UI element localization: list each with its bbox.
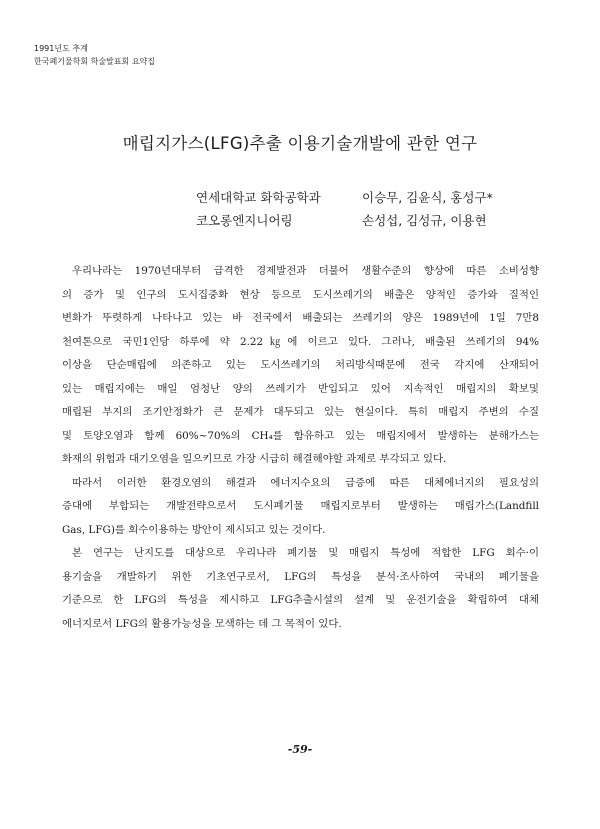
header-year: 1991년도 추계 <box>34 44 88 53</box>
body-line: 우리나라는 1970년대부터 급격한 경제발전과 더불어 생활수준의 향상에 따른 소비성향 <box>72 265 539 277</box>
body-line: 용기술을 개발하기 위한 기초연구로서, LFG의 특성을 분석·조사하여 국내의 폐기물을 <box>62 570 539 583</box>
body-line: 에너지로서 LFG의 활용가능성을 모색하는 데 그 목적이 있다. <box>62 617 342 630</box>
body-line: 이상을 단순매립에 의존하고 있는 도시쓰레기의 처리방식때문에 전국 각지에 산재되어 <box>62 359 539 371</box>
body-line: 변화가 뚜렷하게 나타나고 있는 바 전국에서 배출되는 쓰레기의 양은 1989년에 1일 7만8 <box>62 312 539 324</box>
paragraph-2 <box>62 472 539 543</box>
authors-2: 손성섭, 김성규, 이용현 <box>362 213 487 228</box>
paragraph-3 <box>62 542 539 636</box>
body-line: 천여톤으로 국민1인당 하루에 약 2.22㎏에 이르고 있다. 그러나, 배출된 쓰레기의 94% <box>62 335 539 348</box>
page-number: -59- <box>287 743 313 756</box>
body-line: 매립된 부지의 조기안정화가 큰 문제가 대두되고 있는 현실이다. 특히 매립지 주변의 수질 <box>62 406 539 418</box>
abstract-body <box>62 260 539 636</box>
body-line: 본 연구는 난지도를 대상으로 우리나라 폐기물 및 매립지 특성에 적합한 LFG 회수·이 <box>72 547 539 559</box>
header-proceedings: 한국폐기물학회 학술발표회 요약집 <box>34 57 156 66</box>
body-line: 기준으로 한 LFG의 특성을 제시하고 LFG추출시설의 설계 및 운전기술을 확립하여 대체 <box>62 594 539 606</box>
paragraph-1 <box>62 260 539 472</box>
affiliation-2: 코오롱엔지니어링 <box>196 213 293 228</box>
paper-title: 매립지가스(LFG)추출 이용기술개발에 관한 연구 <box>122 134 478 153</box>
body-line: 의 증가 및 인구의 도시집중화 현상 등으로 도시쓰레기의 배출은 양적인 증가와 질적인 <box>62 288 539 301</box>
body-line: 화재의 위험과 대기오염을 일으키므로 가장 시급히 해결해야할 과제로 부각되고 있다. <box>62 453 447 465</box>
body-line: 및 토양오염과 함께 60%~70%의 CH₄를 함유하고 있는 매립지에서 발생하는 분해가스는 <box>62 429 539 442</box>
body-line: 있는 매립지에는 매일 엄청난 양의 쓰레기가 반입되고 있어 지속적인 매립지의 확보및 <box>62 382 539 395</box>
body-line: 증대에 부합되는 개발전략으로서 도시폐기물 매립지로부터 발생하는 매립가스(Landfill <box>62 500 539 512</box>
author-list <box>362 186 522 232</box>
proceedings-header <box>34 42 155 68</box>
authors-1: 이승무, 김윤식, 홍성구* <box>362 190 493 205</box>
body-line: Gas, LFG)를 회수이용하는 방안이 제시되고 있는 것이다. <box>62 523 326 536</box>
affiliation-list <box>196 186 356 232</box>
affiliation-1: 연세대학교 화학공학과 <box>196 190 321 205</box>
body-line: 따라서 이러한 환경오염의 해결과 에너지수요의 급증에 따른 대체에너지의 필요성의 <box>72 476 539 489</box>
